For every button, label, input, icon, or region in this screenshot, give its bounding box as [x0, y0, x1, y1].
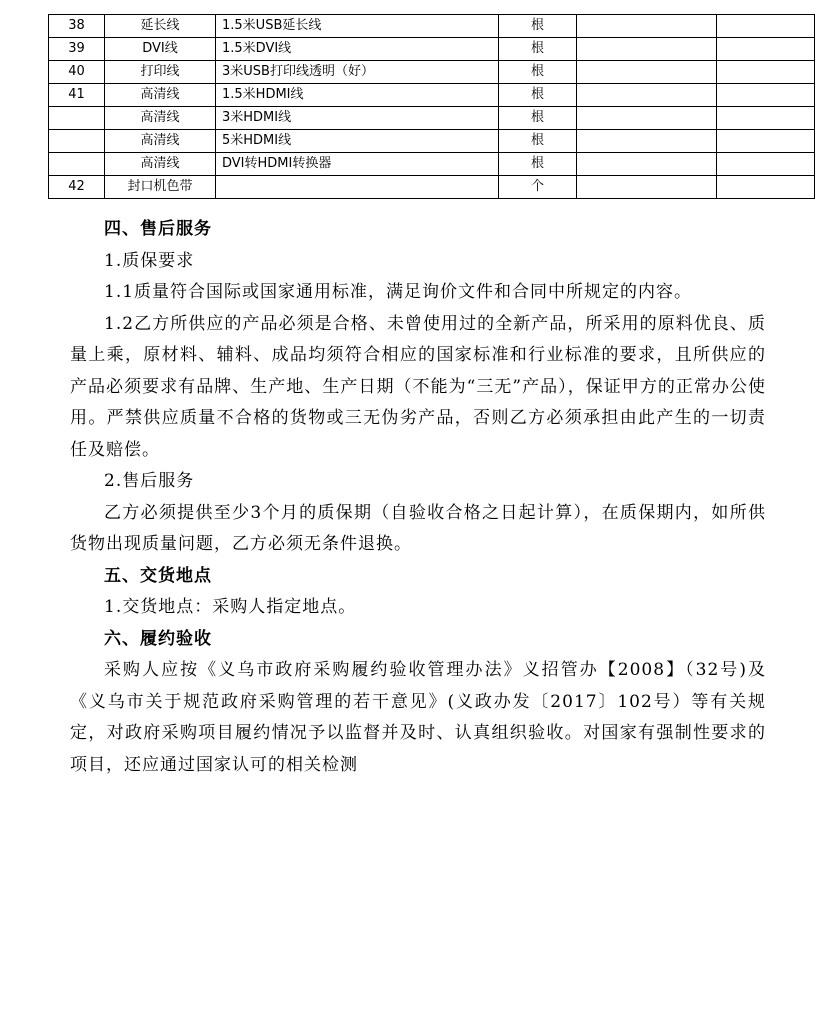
row-number-cell: 40 [49, 61, 105, 84]
item-spec-cell: 5米HDMI线 [216, 130, 499, 153]
section-heading: 六、履约验收 [104, 628, 212, 649]
quantity-cell [577, 153, 717, 176]
table-row [49, 107, 815, 130]
unit-cell: 根 [499, 107, 577, 130]
table-row [49, 153, 815, 176]
item-spec-cell: DVI转HDMI转换器 [216, 153, 499, 176]
quantity-cell [577, 84, 717, 107]
unit-cell: 根 [499, 61, 577, 84]
item-name-cell: 延长线 [105, 15, 216, 38]
quantity-cell [577, 107, 717, 130]
paragraph: 1.交货地点：采购人指定地点。 [104, 597, 357, 617]
row-number-cell [49, 130, 105, 153]
item-name-cell: 高清线 [105, 130, 216, 153]
table-row [49, 176, 815, 199]
paragraph: 1.2乙方所供应的产品必须是合格、未曾使用过的全新产品，所采用的原料优良、质量上乘，原材料、辅料、成品均须符合相应的国家标准和行业标准的要求，且所供应的产品必须要求有品牌、生产地、生产日期（不能为“三无”产品），保证甲方的正常办公使用。严禁供应质量不合格的货物或三无伪劣产品，否则乙方必须承担由此产生的一切责任及赔偿。 [70, 313, 766, 460]
price-cell [717, 84, 815, 107]
item-name-cell: 高清线 [105, 84, 216, 107]
price-cell [717, 130, 815, 153]
table-row [49, 130, 815, 153]
table-row [49, 38, 815, 61]
row-number-cell: 41 [49, 84, 105, 107]
item-spec-cell: 1.5米HDMI线 [216, 84, 499, 107]
subsection-title: 1.质保要求 [104, 250, 195, 271]
unit-cell: 根 [499, 130, 577, 153]
item-spec-cell: 3米HDMI线 [216, 107, 499, 130]
unit-cell: 根 [499, 153, 577, 176]
price-cell [717, 15, 815, 38]
item-name-cell: DVI线 [105, 38, 216, 61]
item-spec-cell: 1.5米DVI线 [216, 38, 499, 61]
row-number-cell [49, 153, 105, 176]
item-spec-cell [216, 176, 499, 199]
price-cell [717, 38, 815, 61]
quantity-cell [577, 130, 717, 153]
paragraph: 1.1质量符合国际或国家通用标准，满足询价文件和合同中所规定的内容。 [104, 282, 693, 302]
row-number-cell: 39 [49, 38, 105, 61]
quantity-cell [577, 15, 717, 38]
item-spec-cell: 1.5米USB延长线 [216, 15, 499, 38]
item-name-cell: 封口机色带 [105, 176, 216, 199]
item-spec-cell: 3米USB打印线透明（好） [216, 61, 499, 84]
quantity-cell [577, 176, 717, 199]
quantity-cell [577, 61, 717, 84]
unit-cell: 根 [499, 15, 577, 38]
item-name-cell: 打印线 [105, 61, 216, 84]
price-cell [717, 107, 815, 130]
goods-table [48, 14, 815, 199]
section-heading: 五、交货地点 [104, 565, 212, 586]
unit-cell: 根 [499, 38, 577, 61]
row-number-cell: 42 [49, 176, 105, 199]
price-cell [717, 153, 815, 176]
paragraph: 乙方必须提供至少3个月的质保期（自验收合格之日起计算），在质保期内，如所供货物出现质量问题，乙方必须无条件退换。 [70, 502, 766, 554]
quantity-cell [577, 38, 717, 61]
row-number-cell: 38 [49, 15, 105, 38]
item-name-cell: 高清线 [105, 107, 216, 130]
subsection-title: 2.售后服务 [104, 471, 195, 491]
unit-cell: 个 [499, 176, 577, 199]
section-heading: 四、售后服务 [104, 219, 212, 239]
price-cell [717, 61, 815, 84]
table-row [49, 61, 815, 84]
price-cell [717, 176, 815, 199]
document-body [70, 214, 766, 781]
item-name-cell: 高清线 [105, 153, 216, 176]
goods-table-body [49, 15, 815, 199]
unit-cell: 根 [499, 84, 577, 107]
row-number-cell [49, 107, 105, 130]
paragraph: 采购人应按《义乌市政府采购履约验收管理办法》义招管办【2008】（32号)及《义乌市关于规范政府采购管理的若干意见》(义政办发〔2017〕102号）等有关规定，对政府采购项目履约情况予以监督并及时、认真组织验收。对国家有强制性要求的项目，还应通过国家认可的相关检测 [70, 660, 766, 775]
table-row [49, 15, 815, 38]
table-row [49, 84, 815, 107]
